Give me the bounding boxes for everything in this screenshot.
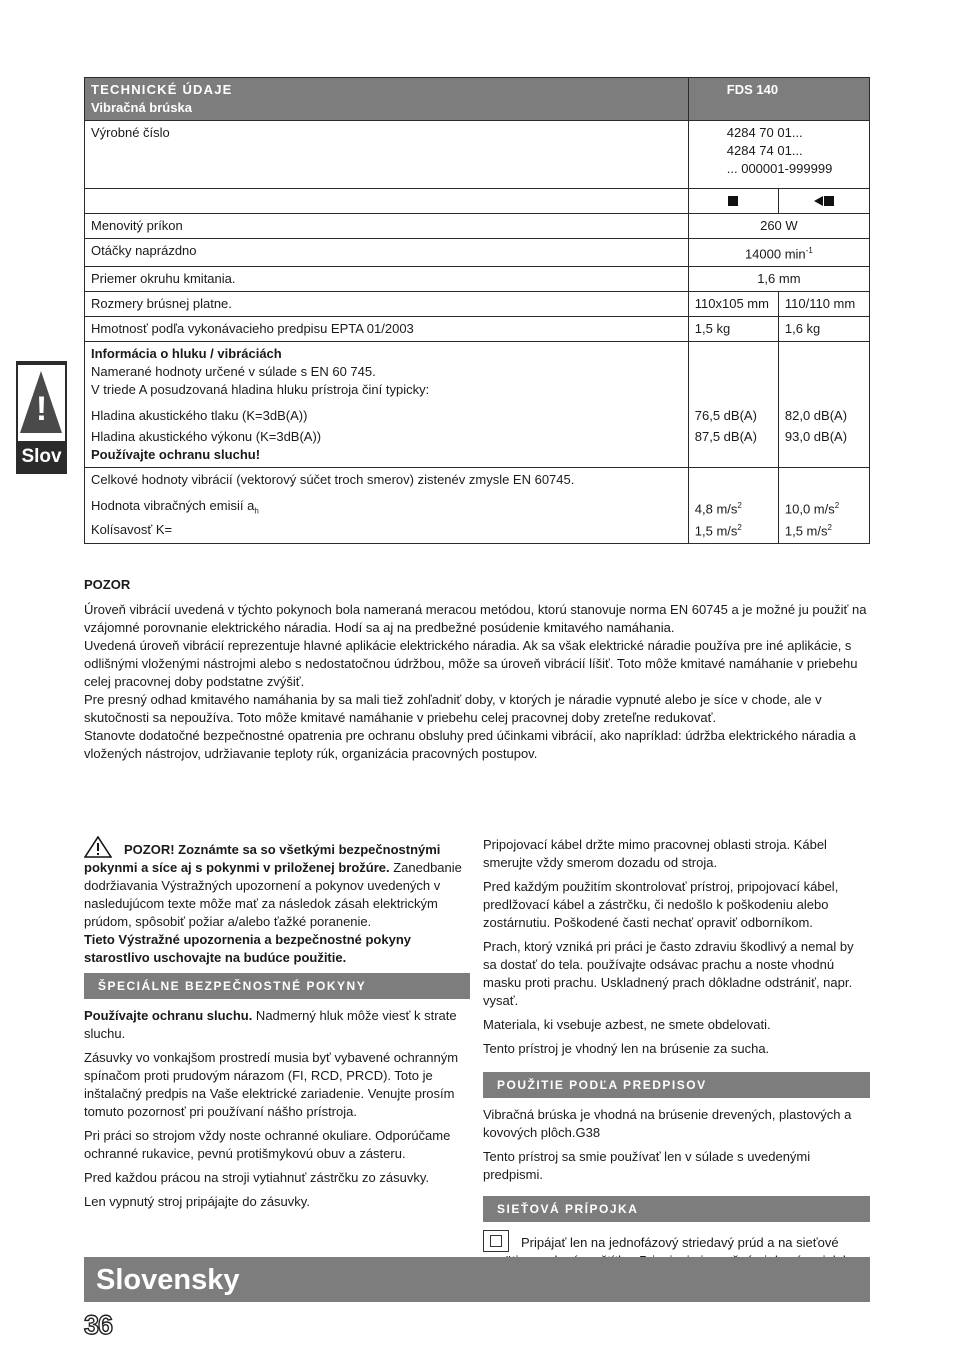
speed-label: Otáčky naprázdno xyxy=(85,239,689,267)
right-paragraph: Materiala, ki vsebuje azbest, ne smete obdelovati. xyxy=(483,1017,771,1032)
serial-values-cell xyxy=(688,121,869,189)
noise-values-a xyxy=(688,342,778,468)
pad-row xyxy=(85,292,870,317)
specs-model: FDS 140 xyxy=(688,78,869,121)
page-number: 36 xyxy=(84,1310,113,1340)
specs-header-subtitle: Vibračná brúska xyxy=(91,100,192,115)
left-paragraph: Len vypnutý stroj pripájajte do zásuvky. xyxy=(84,1194,310,1209)
sq-sup: 2 xyxy=(737,501,742,511)
vibration-intro: Celkové hodnoty vibrácií (vektorový súčet troch smerov) zistenév zmysle EN 60745. xyxy=(91,472,575,488)
power-label: Menovitý príkon xyxy=(85,214,689,239)
symbol-row-empty xyxy=(85,189,689,214)
safety-warning-bold: POZOR! Zoznámte sa so všetkými bezpečnostnými pokynmi a síce aj s pokynmi v priloženej brožúre. xyxy=(84,842,441,875)
specs-table xyxy=(84,77,870,544)
serial-value: 4284 74 01... xyxy=(726,143,803,158)
uncertainty-value-a: 1,5 m/s xyxy=(694,522,738,538)
pozor-text xyxy=(84,601,874,763)
pozor-paragraph: Pre presný odhad kmitavého namáhania by sa mali tiež zohľadniť doby, v ktorých je náradie vypnuté alebo je síce v chode, ale v skutočnosti sa nepoužíva. Toto môže kmitavé namáhanie v priebehu celej pracovnej doby zreteľne redukovať. xyxy=(84,692,822,725)
noise-title: Informácia o hluku / vibráciách xyxy=(91,346,282,362)
warning-icon: ! xyxy=(18,365,65,441)
noise-line: V triede A posudzovaná hladina hluku prístroja činí typicky: xyxy=(91,382,430,398)
pozor-title: POZOR xyxy=(84,577,131,592)
orbit-row xyxy=(85,267,870,292)
sq-sup: 2 xyxy=(827,522,832,532)
vibration-value-b: 10,0 m/s xyxy=(784,501,835,517)
footer-language-bar xyxy=(84,1257,870,1302)
sq-sup: 2 xyxy=(737,522,742,532)
keep-instructions-note: Tieto Výstražné upozornenia a bezpečnostné pokyny starostlivo uschovajte na budúce použitie. xyxy=(84,932,411,965)
hearing-bold: Používajte ochranu sluchu. xyxy=(84,1008,253,1023)
right-column xyxy=(483,836,870,1294)
weight-row xyxy=(85,317,870,342)
noise-cell xyxy=(85,342,689,468)
left-column xyxy=(84,836,470,1217)
hearing-protection-note: Používajte ochranu sluchu! xyxy=(91,447,261,463)
safety-warning-paragraph xyxy=(84,836,470,931)
mains-connection-heading: SIEŤOVÁ PRÍPOJKA xyxy=(483,1196,870,1222)
speed-value-cell xyxy=(688,239,869,267)
pressure-label: Hladina akustického tlaku (K=3dB(A)) xyxy=(91,408,308,424)
weight-label: Hmotnosť podľa vykonávacieho predpisu EPTA 01/2003 xyxy=(85,317,689,342)
square-icon xyxy=(824,196,834,206)
specs-header-row xyxy=(85,78,870,121)
speed-value: 14000 min xyxy=(744,246,806,262)
vibration-row xyxy=(85,468,870,544)
intended-use-heading: POUŽITIE PODĽA PREDPISOV xyxy=(483,1072,870,1098)
pad-label: Rozmery brúsnej platne. xyxy=(85,292,689,317)
side-tab-label: Slov xyxy=(21,446,62,467)
noise-line: Namerané hodnoty určené v súlade s EN 60 745. xyxy=(91,364,376,380)
right-paragraph: Prach, ktorý vzniká pri práci je často zdraviu škodlivý a nemal by sa dostať do tela. používajte odsávac prachu a noste vhodnú masku proti prachu. Uskladnený prach dôkladne odstrániť, napr. vysať. xyxy=(483,939,854,1008)
uncertainty-value-b: 1,5 m/s xyxy=(784,522,828,538)
pressure-value-b: 82,0 dB(A) xyxy=(784,408,848,424)
use-paragraph: Vibračná brúska je vhodná na brúsenie drevených, plastových a kovových plôch.G38 xyxy=(483,1107,852,1140)
uncertainty-label: Kolísavosť K= xyxy=(91,521,173,537)
pozor-paragraph: Uvedená úroveň vibrácií reprezentuje hlavné aplikácie elektrického náradia. Ak sa však elektrické náradie používa pre iné aplikácie, s odlišnými vloženými nástrojmi alebo s nedostatočnou údržbou, môže sa úroveň vibrácií líšiť. Toto môže kmitavé namáhanie v priebehu celej pracovnej doby podstatne zvýšiť. xyxy=(84,638,858,689)
noise-row xyxy=(85,342,870,468)
orbit-label: Priemer okruhu kmitania. xyxy=(85,267,689,292)
orbit-value: 1,6 mm xyxy=(688,267,869,292)
specs-header-title-cell xyxy=(85,78,689,121)
weight-value-a: 1,5 kg xyxy=(688,317,778,342)
pozor-paragraph: Stanovte dodatočné bezpečnostné opatrenia pre ochranu obsluhy pred účinkami vibrácií, ako napríklad: údržba elektrického náradia a vložených nástrojov, udržiavanie teploty rúk, organizácia pracovných postupov. xyxy=(84,728,856,761)
use-paragraph: Tento prístroj sa smie používať len v súlade s uvedenými predpismi. xyxy=(483,1149,811,1182)
protection-class-ii-icon xyxy=(483,1230,509,1252)
warning-triangle-icon xyxy=(84,836,112,858)
vibration-label-line xyxy=(91,497,682,521)
vibration-label: Hodnota vibračných emisií a xyxy=(91,498,255,514)
left-paragraph: Pri práci so strojom vždy noste ochranné okuliare. Odporúčame ochranné rukavice, pevnú protišmykovú obuv a zásteru. xyxy=(84,1128,451,1161)
triangle-left-icon xyxy=(814,196,823,206)
speed-row xyxy=(85,239,870,267)
vibration-values-b xyxy=(778,468,869,544)
safety-warning-text: Zanedbanie dodržiavania Výstražných upozornení a pokynov uvedených v nasledujúcom texte môže mať za následok zásah elektrickým prúdom, spôsobiť požiar a/alebo ťažké poranenie. xyxy=(84,860,462,929)
right-paragraph: Pred každým použitím skontrolovať prístroj, pripojovací kábel, predlžovací kábel a zástrčku, či nedošlo k poškodeniu alebo zostárnutiu. Poškodené časti nechať opraviť odborníkom. xyxy=(483,879,839,930)
pozor-paragraph: Úroveň vibrácií uvedená v týchto pokynoch bola nameraná meracou metódou, ktorú stanovuje norma EN 60745 a je možné ju použiť na vzájomné porovnanie elektrického náradia. Hodí sa aj na predbežné posúdenie kmitavého namáhania. xyxy=(84,602,867,635)
noise-values-b xyxy=(778,342,869,468)
sound-power-label: Hladina akustického výkonu (K=3dB(A)) xyxy=(91,429,322,445)
special-safety-heading: ŠPECIÁLNE BEZPEČNOSTNÉ POKYNY xyxy=(84,973,470,999)
sound-power-value-a: 87,5 dB(A) xyxy=(694,429,757,445)
pad-value-b: 110/110 mm xyxy=(778,292,869,317)
vibration-value-a: 4,8 m/s xyxy=(694,501,738,517)
hearing-paragraph xyxy=(84,1007,470,1043)
symbol-cell-b xyxy=(778,189,869,214)
pad-value-a: 110x105 mm xyxy=(688,292,778,317)
serial-value: 4284 70 01... xyxy=(726,125,803,140)
weight-value-b: 1,6 kg xyxy=(778,317,869,342)
sq-sup: 2 xyxy=(834,501,840,511)
symbol-row xyxy=(85,189,870,214)
speed-unit-sup: -1 xyxy=(805,246,813,255)
serial-value: ... 000001-999999 xyxy=(726,161,833,176)
right-paragraph: Pripojovací kábel držte mimo pracovnej oblasti stroja. Kábel smerujte vždy smerom dozadu od stroja. xyxy=(483,837,827,870)
vibration-values-a xyxy=(688,468,778,544)
serial-row xyxy=(85,121,870,189)
serial-label: Výrobné číslo xyxy=(85,121,689,189)
power-row xyxy=(85,214,870,239)
left-paragraph: Pred každou prácou na stroji vytiahnuť zástrčku zo zásuvky. xyxy=(84,1170,429,1185)
right-paragraph: Tento prístroj je vhodný len na brúsenie za sucha. xyxy=(483,1041,770,1056)
power-value: 260 W xyxy=(688,214,869,239)
left-paragraph: Zásuvky vo vonkajšom prostredí musia byť vybavené ochranným spínačom proti prudovým nárazom (FI, RCD, PRCD). Toto je inštalačný predpis na Vaše elektrické zariadenie. Venujte prosím tomuto pozornosť pri používaní nášho prístroja. xyxy=(84,1050,459,1119)
specs-header-title: TECHNICKÉ ÚDAJE xyxy=(91,82,233,97)
language-side-tab xyxy=(16,361,67,474)
sound-power-value-b: 93,0 dB(A) xyxy=(784,429,848,445)
vibration-label-sub: h xyxy=(254,506,259,516)
pressure-value-a: 76,5 dB(A) xyxy=(694,408,757,424)
hearing-text: Nadmerný hluk môže viesť k strate sluchu. xyxy=(84,1008,457,1041)
square-icon xyxy=(728,196,738,206)
vibration-cell xyxy=(85,468,689,544)
footer-language: Slovensky xyxy=(96,1264,240,1296)
mains-text: Pripájať len na jednofázový striedavý prúd a na sieťové xyxy=(521,1235,839,1250)
symbol-cell-a xyxy=(688,189,778,214)
